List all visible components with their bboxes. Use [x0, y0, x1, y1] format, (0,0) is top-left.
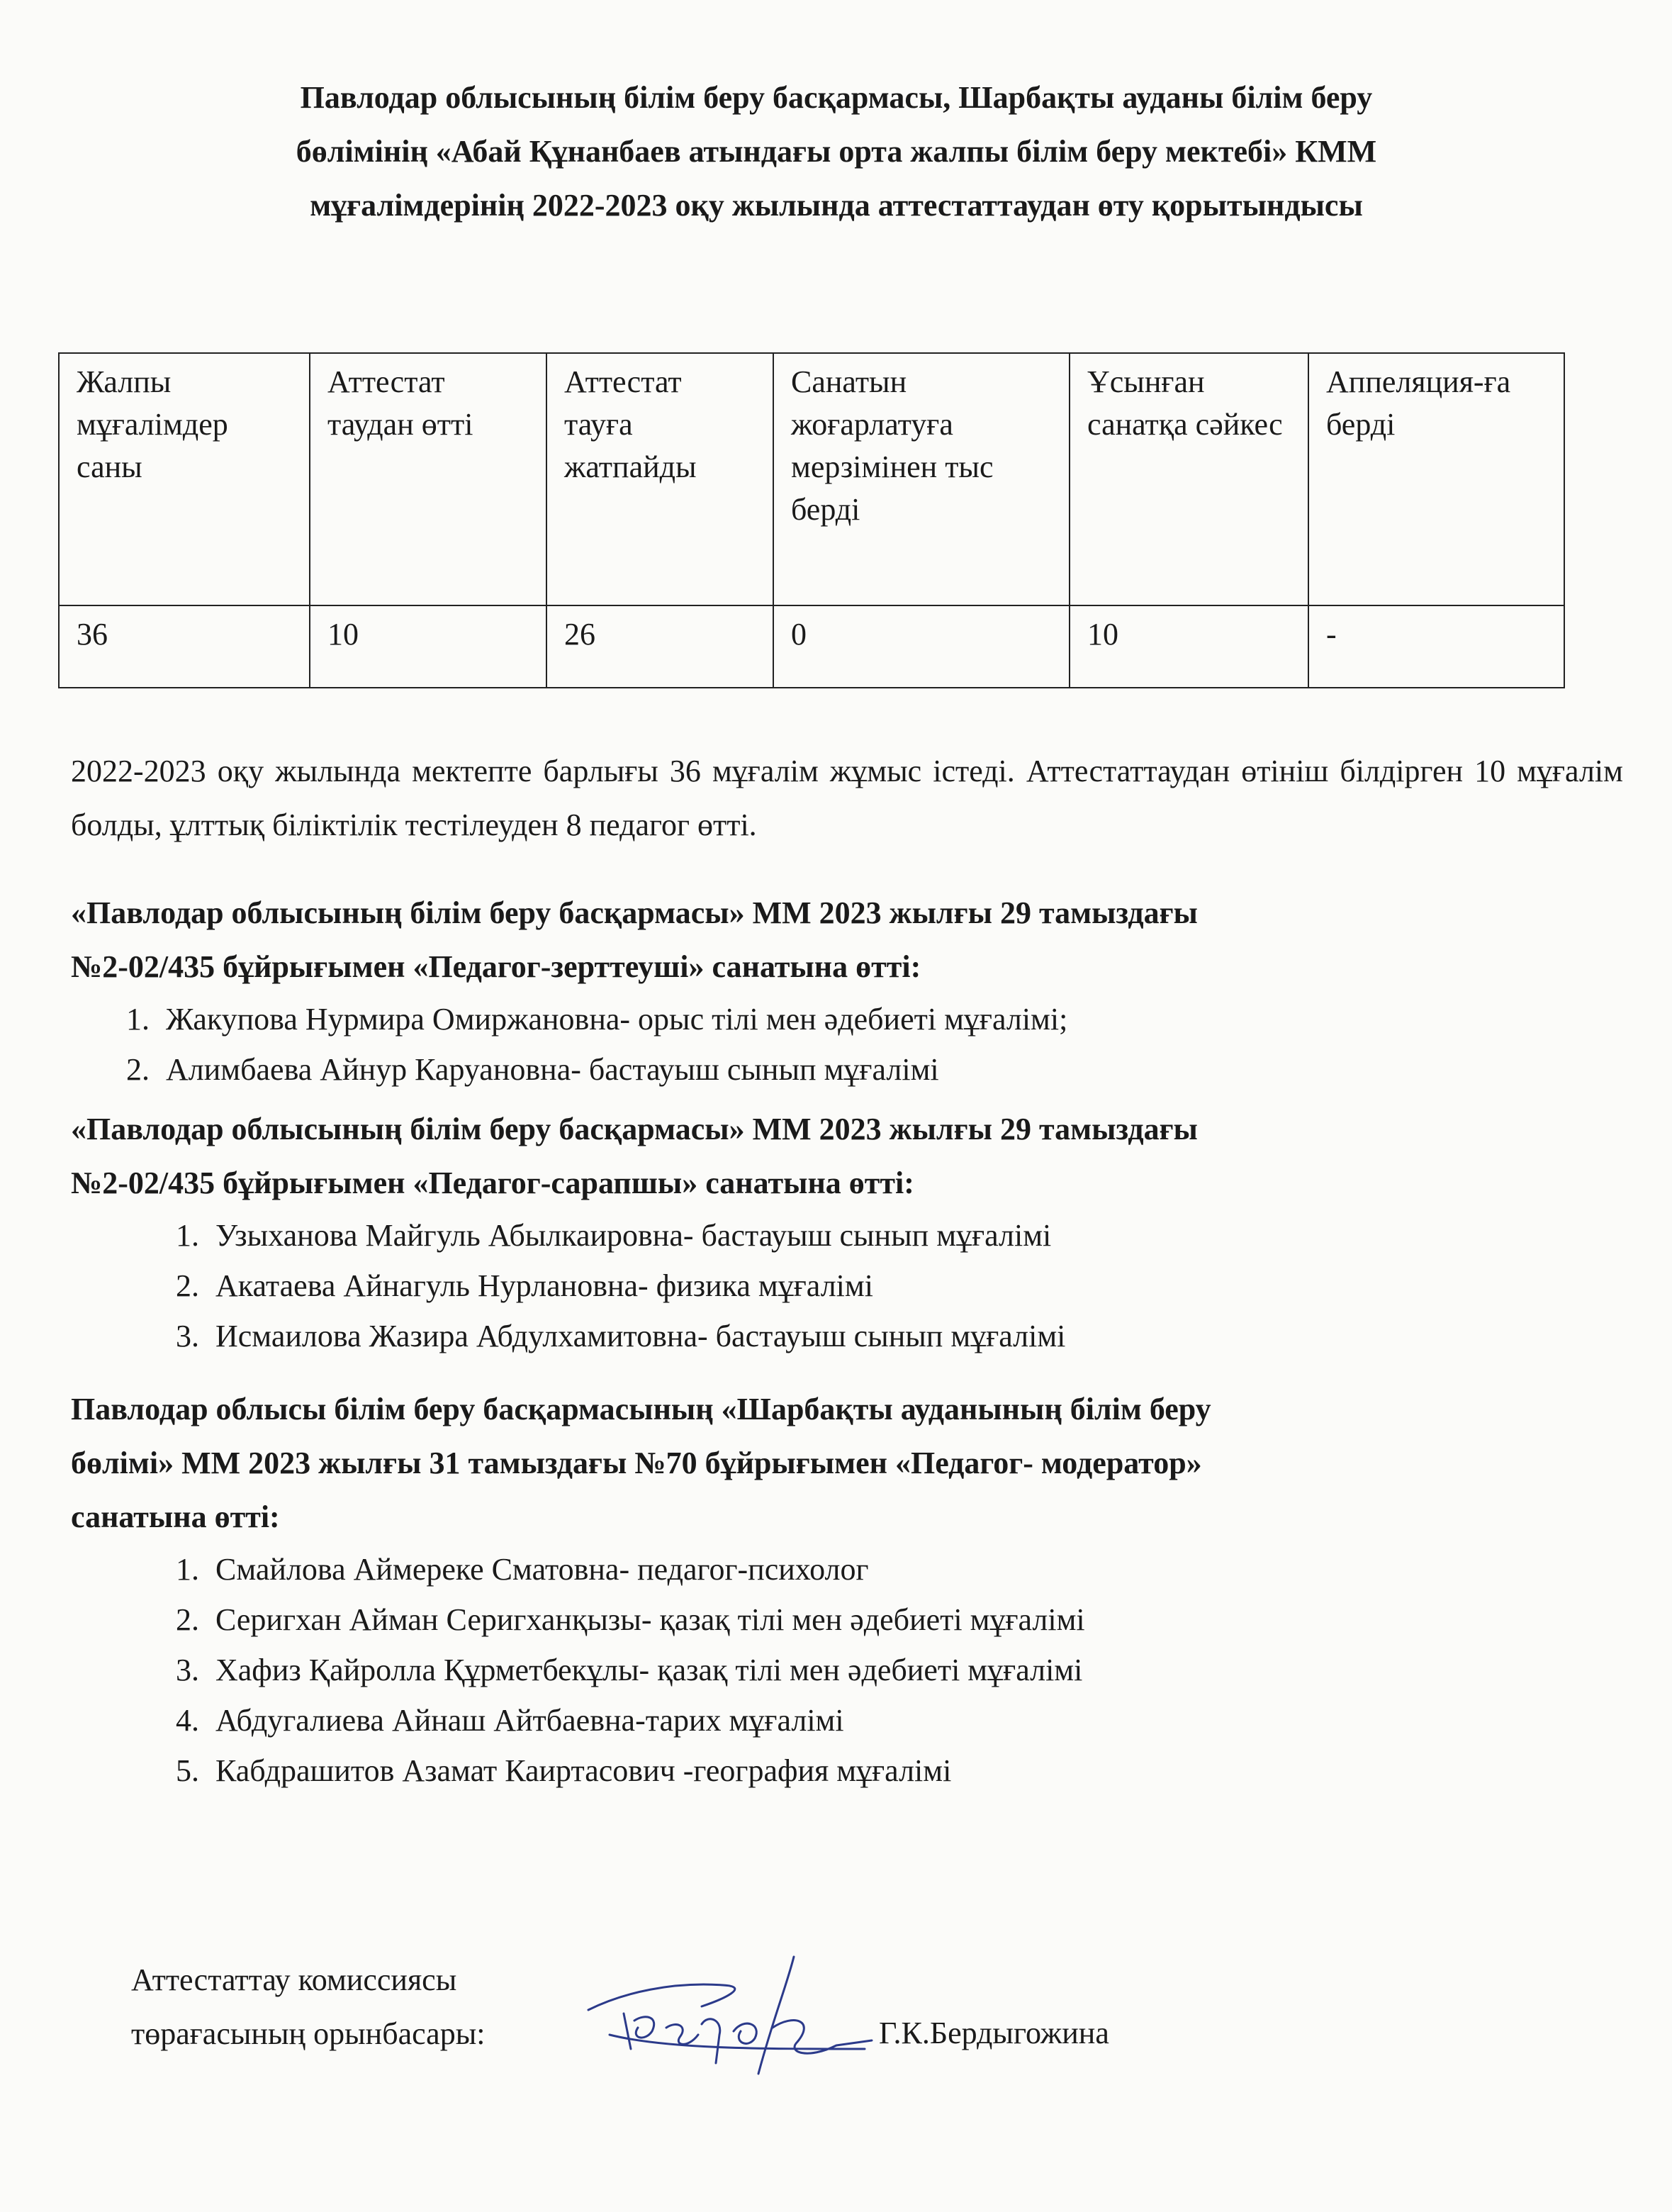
signature-stroke: [624, 2013, 654, 2049]
heading-line: «Павлодар облысының білім беру басқармасы» ММ 2023 жылғы 29 тамыздағы: [71, 1112, 1198, 1146]
header-cell: Аттестат таудан өтті: [310, 353, 546, 605]
table-cell: 36: [59, 605, 310, 688]
table-cell: 10: [1070, 605, 1308, 688]
teacher-list: [71, 1544, 1623, 1796]
item-number: 1.: [176, 1218, 199, 1253]
title-line: мұғалімдерінің 2022-2023 оқу жылында аттестаттаудан өту қорытындысы: [310, 188, 1363, 223]
item-text: Жакупова Нурмира Омиржановна- орыс тілі мен әдебиеті мұғалімі;: [166, 1002, 1068, 1037]
item-number: 4.: [176, 1703, 199, 1738]
item-text: Акатаева Айнагуль Нурлановна- физика мұғалімі: [215, 1268, 873, 1303]
table-header-row: [59, 353, 1564, 605]
table-cell: 0: [773, 605, 1070, 688]
section-moderator: [71, 1382, 1623, 1796]
heading-line: бөлімі» ММ 2023 жылғы 31 тамыздағы №70 бұйрығымен «Педагог- модератор»: [71, 1446, 1202, 1480]
list-item: [176, 1311, 1623, 1361]
title-line: Павлодар облысының білім беру басқармасы, Шарбақты ауданы білім беру: [300, 80, 1373, 115]
signature-stroke: [666, 2025, 698, 2045]
section-heading: [71, 1102, 1623, 1210]
list-item: [126, 994, 1623, 1044]
item-number: 1.: [176, 1552, 199, 1587]
item-text: Смайлова Аймереке Сматовна- педагог-психолог: [215, 1552, 869, 1587]
signature-stroke: [588, 1984, 735, 2010]
item-text: Исмаилова Жазира Абдулхамитовна- бастауыш сынып мұғалімі: [215, 1319, 1066, 1353]
item-text: Кабдрашитов Азамат Каиртасович -география мұғалімі: [215, 1753, 952, 1788]
list-item: [176, 1544, 1623, 1594]
signature-stroke: [702, 2019, 720, 2063]
table-row: [59, 605, 1564, 688]
item-text: Серигхан Айман Серигханқызы- қазақ тілі мен әдебиеті мұғалімі: [215, 1602, 1085, 1637]
list-item: [176, 1594, 1623, 1645]
section-heading: [71, 1382, 1623, 1544]
header-cell: Санатын жоғарлатуға мерзімінен тыс берді: [773, 353, 1070, 605]
signature-stroke: [734, 2023, 756, 2043]
document-title: [85, 71, 1588, 233]
item-number: 2.: [126, 1052, 150, 1087]
section-expert: [71, 1102, 1623, 1361]
list-item: [176, 1745, 1623, 1796]
signatory-name: Г.К.Бердыгожина: [879, 2016, 1109, 2050]
item-text: Хафиз Қайролла Құрметбекұлы- қазақ тілі мен әдебиеті мұғалімі: [215, 1653, 1083, 1687]
item-number: 5.: [176, 1753, 199, 1788]
header-cell: Ұсынған санатқа сәйкес: [1070, 353, 1308, 605]
table-cell: -: [1308, 605, 1564, 688]
heading-line: санатына өтті:: [71, 1499, 280, 1534]
signature-stroke: [610, 2035, 865, 2049]
list-item: [176, 1261, 1623, 1311]
header-cell: Аппеляция-ға берді: [1308, 353, 1564, 605]
signature-label-line: Аттестаттау комиссиясы: [131, 1962, 457, 1997]
handwritten-signature: [581, 1943, 879, 2077]
table-cell: 10: [310, 605, 546, 688]
item-text: Алимбаева Айнур Каруановна- бастауыш сынып мұғалімі: [166, 1052, 939, 1087]
header-cell: Жалпы мұғалімдер саны: [59, 353, 310, 605]
summary-paragraph: 2022-2023 оқу жылында мектепте барлығы 36 мұғалім жұмыс істеді. Аттестаттаудан өтініш білдірген 10 мұғалім болды, ұлттық біліктілік тестілеуден 8 педагог өтті.: [71, 754, 1623, 842]
section-heading: [71, 886, 1623, 994]
list-item: [176, 1645, 1623, 1695]
list-item: [176, 1695, 1623, 1745]
item-number: 2.: [176, 1268, 199, 1303]
item-number: 3.: [176, 1653, 199, 1687]
heading-line: Павлодар облысы білім беру басқармасының «Шарбақты ауданының білім беру: [71, 1392, 1211, 1426]
item-text: Узыханова Майгуль Абылкаировна- бастауыш сынып мұғалімі: [215, 1218, 1052, 1253]
header-cell: Аттестат тауға жатпайды: [546, 353, 773, 605]
teacher-list: [71, 1210, 1623, 1361]
list-item: [176, 1210, 1623, 1261]
signature-label: [131, 1953, 486, 2061]
item-number: 2.: [176, 1602, 199, 1637]
table-cell: 26: [546, 605, 773, 688]
teacher-list: [71, 994, 1623, 1095]
list-item: [126, 1044, 1623, 1095]
title-line: бөлімінің «Абай Құнанбаев атындағы орта жалпы білім беру мектебі» КММ: [296, 134, 1377, 169]
item-number: 1.: [126, 1002, 150, 1037]
heading-line: «Павлодар облысының білім беру басқармасы» ММ 2023 жылғы 29 тамыздағы: [71, 895, 1198, 930]
section-researcher: [71, 886, 1623, 1095]
item-text: Абдугалиева Айнаш Айтбаевна-тарих мұғалімі: [215, 1703, 844, 1738]
heading-line: №2-02/435 бұйрығымен «Педагог-сарапшы» санатына өтті:: [71, 1166, 914, 1200]
signature-label-line: төрағасының орынбасары:: [131, 2016, 486, 2051]
item-number: 3.: [176, 1319, 199, 1353]
signature-stroke: [758, 1957, 794, 2074]
heading-line: №2-02/435 бұйрығымен «Педагог-зерттеуші» санатына өтті:: [71, 949, 921, 984]
attestation-stats-table: [58, 352, 1565, 688]
